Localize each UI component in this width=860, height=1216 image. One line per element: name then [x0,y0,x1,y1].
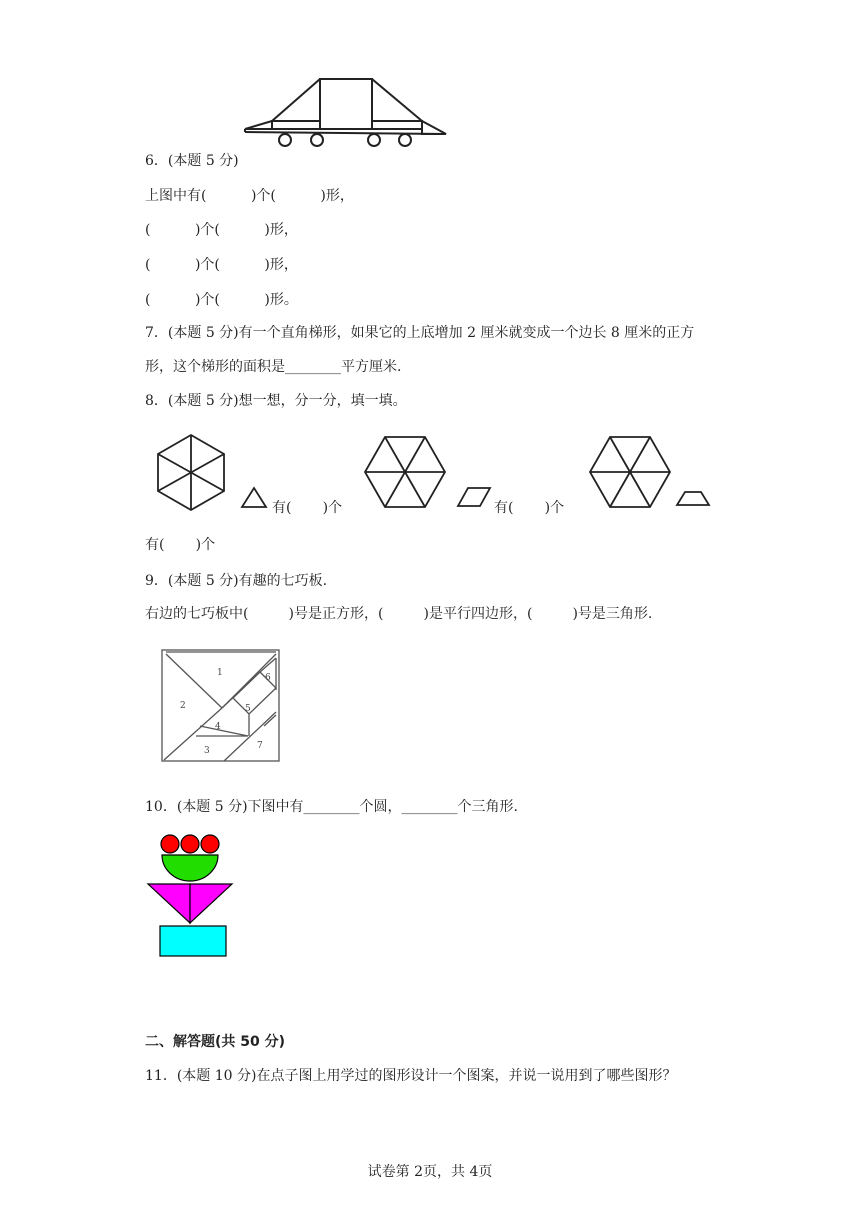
page-footer: 试卷第 2页，共 4页 [367,1164,493,1180]
section2-title: 二、解答题(共 50 分) [145,1034,286,1050]
tangram-label-4: 4 [215,722,221,732]
flower-figure [0,825,860,965]
tangram-label-5: 5 [245,704,251,714]
hexagon-figures [0,430,860,550]
q8-header: 8．(本题 5 分)想一想，分一分，填一填。 [145,393,407,409]
tangram-label-3: 3 [204,746,210,756]
tangram-label-7: 7 [257,741,263,751]
q6-line4: ( )个( )形。 [145,292,298,308]
car-figure [0,0,860,160]
q8-blank-triangle: 有( )个 [272,500,343,516]
red-circle [201,835,219,853]
red-circle [161,835,179,853]
q7-line1: 7．(本题 5 分)有一个直角梯形，如果它的上底增加 2 厘米就变成一个边长 8 厘米的正方 [145,325,695,341]
q8-blank-parallelogram: 有( )个 [494,500,565,516]
q6-line3: ( )个( )形， [145,257,298,273]
tangram-label-1: 1 [217,668,223,678]
cyan-rectangle [160,926,226,956]
q8-blank-trapezoid: 有( )个 [145,537,216,553]
q6-header: 6．(本题 5 分) [145,153,239,169]
q11-line1: 11．(本题 10 分)在点子图上用学过的图形设计一个图案，并说一说用到了哪些图形？ [145,1068,677,1084]
tangram-label-2: 2 [180,701,186,711]
q6-line1: 上图中有( )个( )形， [145,188,354,204]
tangram-figure [0,640,860,770]
q9-header: 9．(本题 5 分)有趣的七巧板. [145,573,328,589]
magenta-triangle [148,884,190,923]
q9-line1: 右边的七巧板中( )号是正方形，( )是平行四边形，( )号是三角形. [145,606,653,622]
red-circle [181,835,199,853]
q10-header: 10．(本题 5 分)下图中有________个圆，________个三角形. [145,799,518,815]
q6-line2: ( )个( )形， [145,222,298,238]
green-semicircle [162,855,218,881]
tangram-label-6: 6 [265,673,271,683]
q7-line2: 形，这个梯形的面积是________平方厘米. [145,359,402,375]
magenta-triangle [190,884,232,923]
